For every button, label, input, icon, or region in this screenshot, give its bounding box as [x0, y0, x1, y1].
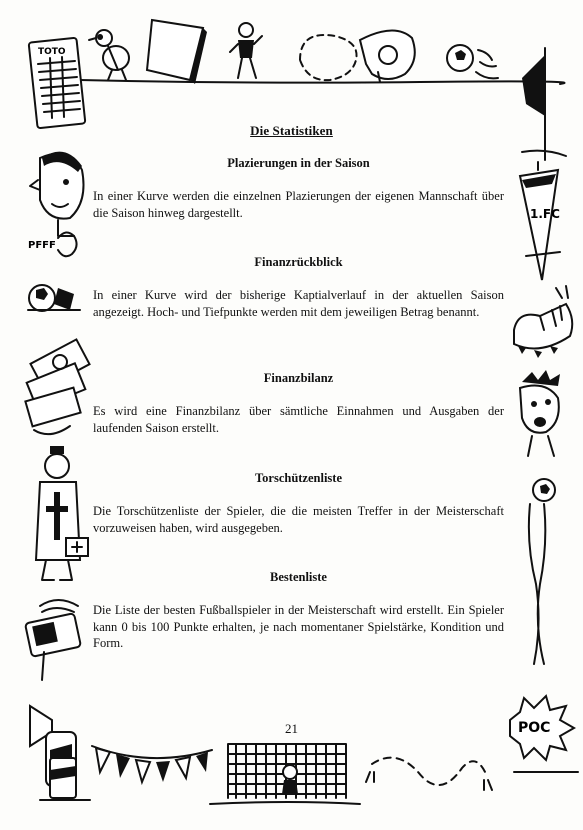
- whistle-icon: [300, 30, 415, 82]
- corner-flag-icon: [522, 48, 566, 160]
- section-heading: Torschützenliste: [254, 471, 343, 485]
- section-body: In einer Kurve werden die einzelnen Plazierungen der eigenen Mannschaft über die Saison hinweg dargestellt.: [93, 189, 504, 220]
- section-torschuetzenliste: [93, 471, 504, 536]
- soccer-ball-icon: [447, 45, 498, 78]
- can-icon: [50, 758, 76, 798]
- striped-scarf-icon: [366, 758, 492, 790]
- section-body: Die Liste der besten Fußballspieler in der Meisterschaft wird erstellt. Ein Spieler kann 0 bis 100 Punkte erhalten, je nach momentaner Spielstärke, Kondition und Form.: [93, 603, 504, 650]
- page-number: 21: [285, 721, 298, 736]
- section-finanzbilanz: [93, 371, 504, 436]
- screaming-fan-icon: [520, 370, 560, 456]
- right-border-illustrations: [500, 160, 583, 780]
- cartoon-face-icon: [30, 152, 84, 236]
- section-heading: Finanzbilanz: [263, 371, 334, 385]
- section-body: Die Torschützenliste der Spieler, die die meisten Treffer in der Meisterschaft vorzuweisen haben, wird ausgegeben.: [93, 504, 504, 535]
- section-heading: Bestenliste: [270, 570, 327, 584]
- steam-label: PFFF: [28, 240, 56, 251]
- goal-net-icon: [210, 744, 360, 804]
- poc-label: POC: [518, 720, 551, 736]
- pennant-icon: [520, 162, 560, 280]
- football-boot-icon: [514, 286, 572, 358]
- section-bestenliste: [93, 570, 504, 652]
- cartoon-bird-icon: [89, 30, 129, 80]
- soccer-ball-icon: [529, 479, 555, 664]
- section-heading: Finanzrückblick: [254, 255, 343, 269]
- toto-card-icon: [29, 38, 86, 129]
- paper-sheet-icon: [147, 20, 207, 84]
- doctor-figure-icon: [36, 446, 88, 580]
- radio-icon: [25, 600, 81, 680]
- page-title: Die Statistiken: [250, 123, 333, 138]
- section-heading: Plazierungen in der Saison: [227, 156, 370, 170]
- left-border-illustrations: [0, 140, 95, 820]
- soccer-ball-icon: [28, 285, 80, 311]
- pennant-label: 1.FC: [530, 207, 560, 221]
- section-finanzrueckblick: [93, 255, 504, 320]
- bottom-border-illustrations: [0, 728, 583, 830]
- section-body: Es wird eine Finanzbilanz über sämtliche Einnahmen und Ausgaben der laufenden Saison erstellt.: [93, 404, 504, 435]
- section-body: In einer Kurve wird der bisherige Kaptialverlauf in der aktuellen Saison angezeigt. Hoch- und Tiefpunkte werden mit dem jeweiligen Betrag benannt.: [93, 288, 504, 319]
- bunting-flags-icon: [92, 746, 212, 782]
- section-plazierungen: [93, 156, 504, 221]
- top-border-illustrations: [0, 0, 583, 110]
- toto-card-label: TOTO: [38, 47, 66, 57]
- cartoon-player-icon: [230, 23, 262, 78]
- money-bills-icon: [25, 339, 89, 434]
